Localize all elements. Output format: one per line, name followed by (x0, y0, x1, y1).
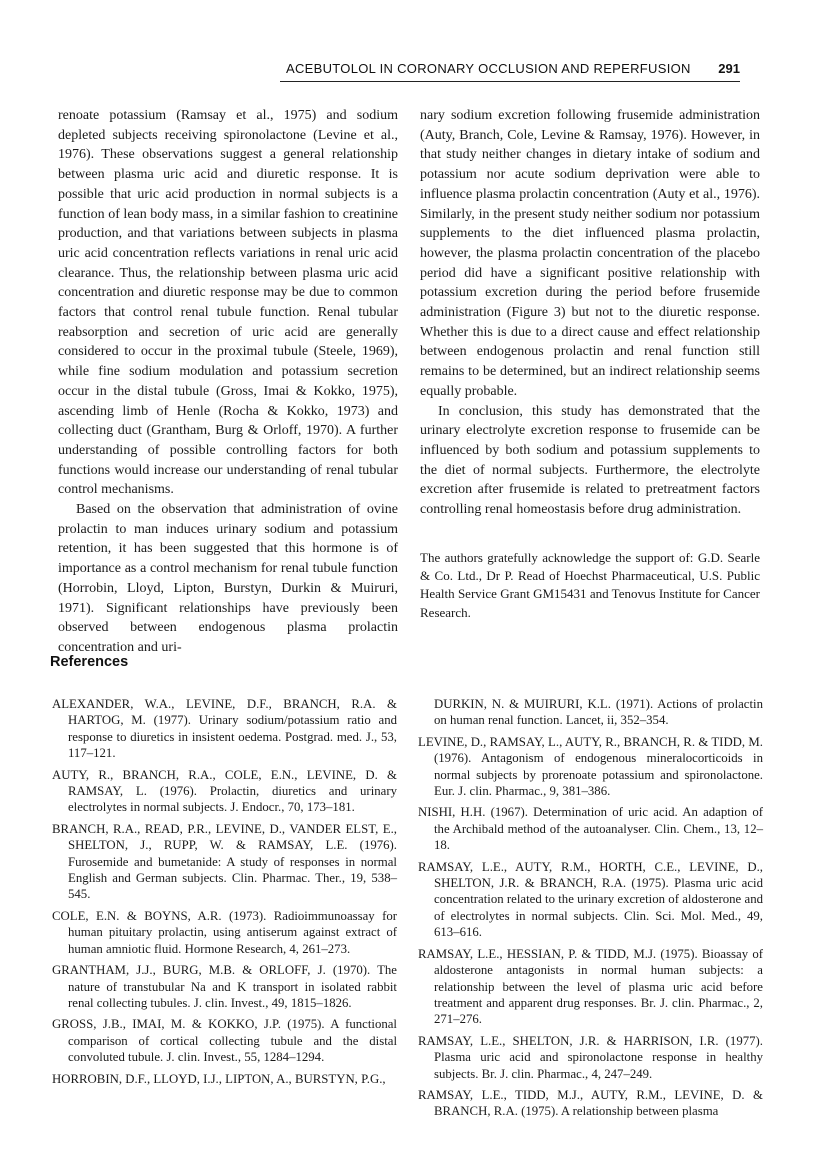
reference-entry: HORROBIN, D.F., LLOYD, I.J., LIPTON, A., BURSTYN, P.G., (52, 1071, 386, 1086)
reference-entry: RAMSAY, L.E., SHELTON, J.R. & HARRISON, I.R. (1977). Plasma uric acid and spironolactone response in healthy subjects. Br. J. clin. Pharmac., 4, 247–249. (418, 1033, 763, 1081)
references-heading: References (50, 654, 129, 670)
reference-entry: NISHI, H.H. (1967). Determination of uric acid. An adaption of the Archibald method of the autoanalyser. Clin. Chem., 13, 12–18. (418, 805, 763, 853)
reference-entry: RAMSAY, L.E., HESSIAN, P. & TIDD, M.J. (1975). Bioassay of aldosterone antagonists in normal human subjects: a relationship between the level of plasma uric acid before treatment and apparent drug responses. Br. J. clin. Pharmac., 2, 271–276. (418, 946, 763, 1027)
body-left-column (58, 106, 398, 658)
running-head: ACEBUTOLOL IN CORONARY OCCLUSION AND REPERFUSION (286, 61, 691, 76)
reference-entry: GRANTHAM, J.J., BURG, M.B. & ORLOFF, J. (1970). The nature of transtubular Na and K transport in isolated rabbit renal collecting tubules. J. clin. Invest., 49, 1815–1826. (52, 963, 397, 1010)
body-right-column (420, 106, 760, 520)
paragraph: renoate potassium (Ramsay et al., 1975) and sodium depleted subjects receiving spironolactone (Levine et al., 1976). These observations suggest a general relationship between plasma uric acid and diuretic response. It is possible that uric acid production in normal subjects is a function of lean body mass, in a similar fashion to creatinine production, and that variations between subjects in plasma uric acid concentration reflects variations in renal uric acid clearance. Thus, the relationship between plasma uric acid concentration and diuretic response may be due to common factors that control renal tubule function. Renal tubular reabsorption and secretion of uric acid are generally considered to occur in the proximal tubule (Steele, 1969), while fine sodium modulation and potassium secretion occur in the distal tubule (Gross, Imai & Kokko, 1975), ascending limb of Henle (Rocha & Kokko, 1973) and collecting duct (Grantham, Burg & Orloff, 1970). A further understanding of possible controlling factors for both functions would increase our understanding of renal tubular control mechanisms. (58, 108, 398, 498)
reference-entry: COLE, E.N. & BOYNS, A.R. (1973). Radioimmunoassay for human pituitary prolactin, using antiserum against extract of human amniotic fluid. Hormone Research, 4, 261–273. (52, 908, 397, 956)
reference-entry: LEVINE, D., RAMSAY, L., AUTY, R., BRANCH, R. & TIDD, M. (1976). Antagonism of endogenous mineralocorticoids in normal subjects by prorenoate potassium and spironolactone. Eur. J. clin. Pharmac., 9, 381–386. (418, 734, 763, 799)
reference-entry: RAMSAY, L.E., TIDD, M.J., AUTY, R.M., LEVINE, D. & BRANCH, R.A. (1975). A relationship between plasma (418, 1087, 763, 1119)
paragraph: nary sodium excretion following frusemide administration (Auty, Branch, Cole, Levine & Ramsay, 1976). However, in that study neither changes in dietary intake of sodium and potassium nor acute sodium deprivation were able to influence plasma prolactin concentration (Auty et al., 1976). Similarly, in the present study neither sodium nor potassium supplements to the diet influenced plasma prolactin, however, the plasma prolactin concentration of the placebo period did have a significant positive relationship with potassium excretion during the period before frusemide administration (Figure 3) but not to the diuretic response. Whether this is due to a direct cause and effect relationship between endogenous prolactin and renal function still remains to be determined, but an indirect relationship seems equally probable. (420, 108, 760, 399)
page-number: 291 (718, 61, 740, 76)
references-left-column (52, 696, 397, 1092)
references-right-column (418, 696, 763, 1125)
reference-continuation: DURKIN, N. & MUIRURI, K.L. (1971). Actions of prolactin on human renal function. Lancet, ii, 352–354. (434, 697, 763, 728)
acknowledgement: The authors gratefully acknowledge the support of: G.D. Searle & Co. Ltd., Dr P. Read of Hoechst Pharmaceutical, U.S. Public Health Service Grant GM15431 and Tenovus Institute for Cancer Research. (420, 550, 760, 620)
paragraph: In conclusion, this study has demonstrated that the urinary electrolyte excretion response to frusemide can be influenced by both sodium and potassium supplements to the diet of normal subjects. Furthermore, the electrolyte excretion after frusemide is related to pretreatment factors controlling renal homeostasis before drug administration. (420, 403, 760, 518)
header-rule (280, 81, 740, 82)
reference-entry: ALEXANDER, W.A., LEVINE, D.F., BRANCH, R.A. & HARTOG, M. (1977). Urinary sodium/potassium ratio and response to diuretics in insistent oedema. Postgrad. med. J., 53, 117–121. (52, 697, 397, 761)
reference-entry: RAMSAY, L.E., AUTY, R.M., HORTH, C.E., LEVINE, D., SHELTON, J.R. & BRANCH, R.A. (1975). Plasma uric acid concentration related to the urinary excretion of aldosterone and of electrolytes in normal subjects. Clin. Sci. Mol. Med., 49, 613–616. (418, 859, 763, 940)
reference-entry: BRANCH, R.A., READ, P.R., LEVINE, D., VANDER ELST, E., SHELTON, J., RUPP, W. & RAMSAY, L.E. (1976). Furosemide and bumetanide: A study of responses in normal English and German subjects. Clin. Pharmac. Ther., 19, 538–545. (52, 821, 397, 902)
paragraph: Based on the observation that administration of ovine prolactin to man induces urinary sodium and potassium retention, it has been suggested that this hormone is of importance as a control mechanism for renal tubule function (Horrobin, Lloyd, Lipton, Burstyn, Durkin & Muiruri, 1971). Significant relationships have previously been observed between endogenous plasma prolactin concentration and uri- (58, 502, 398, 655)
reference-entry: AUTY, R., BRANCH, R.A., COLE, E.N., LEVINE, D. & RAMSAY, L. (1976). Prolactin, diuretics and urinary electrolytes in normal subjects. J. Endocr., 70, 173–181. (52, 767, 397, 815)
reference-entry: GROSS, J.B., IMAI, M. & KOKKO, J.P. (1975). A functional comparison of cortical collecting tubule and the distal convoluted tubule. J. clin. Invest., 55, 1284–1294. (52, 1017, 397, 1065)
